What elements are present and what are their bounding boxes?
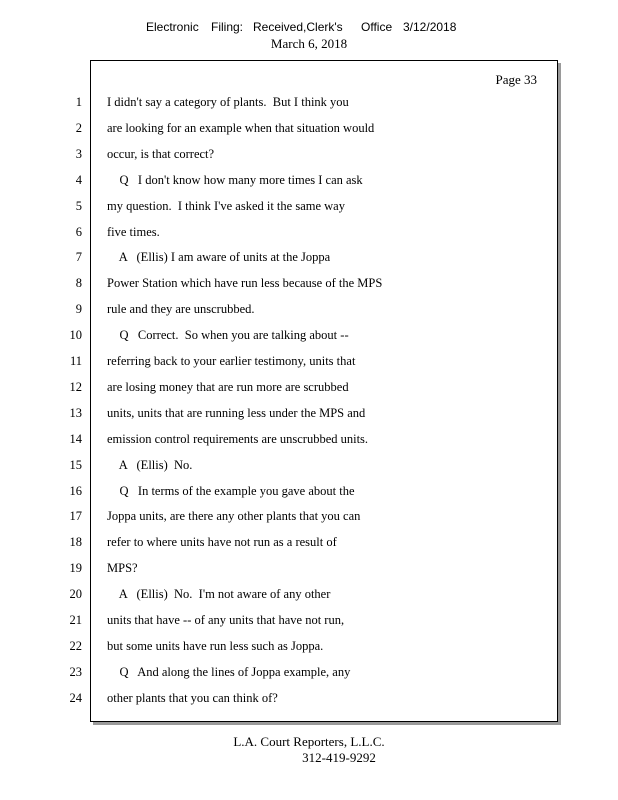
line-number: 6 xyxy=(75,224,82,239)
line-number: 23 xyxy=(69,664,82,679)
line-number: 16 xyxy=(69,483,82,498)
transcript-line: Q Correct. So when you are talking about -- xyxy=(107,328,349,343)
footer-phone: 312-419-9292 xyxy=(302,750,376,765)
transcript-line: rule and they are unscrubbed. xyxy=(107,302,255,317)
transcript-line: referring back to your earlier testimony, units that xyxy=(107,354,356,368)
page-number: Page 33 xyxy=(495,72,537,87)
line-number: 13 xyxy=(69,405,82,420)
filing-stamp-electronic: Electronic xyxy=(146,20,199,34)
transcript-line: A (Ellis) No. xyxy=(107,457,193,472)
transcript-line: but some units have run less such as Joppa. xyxy=(107,638,324,653)
line-number: 5 xyxy=(75,198,82,213)
line-number: 11 xyxy=(69,354,82,368)
line-number: 1 xyxy=(75,95,82,109)
transcript-line: are looking for an example when that situation would xyxy=(107,120,375,135)
line-number: 4 xyxy=(75,172,82,187)
line-number: 20 xyxy=(69,587,82,602)
transcript-line: MPS? xyxy=(107,561,138,576)
transcript-line: Power Station which have run less because of the MPS xyxy=(107,276,383,291)
line-number: 15 xyxy=(69,457,82,472)
line-number: 3 xyxy=(75,146,82,161)
line-number: 2 xyxy=(75,120,82,135)
transcript-line: Q In terms of the example you gave about the xyxy=(107,483,355,498)
line-number: 24 xyxy=(69,690,82,705)
transcript-line: emission control requirements are unscrubbed units. xyxy=(107,431,369,446)
transcript-line: Joppa units, are there any other plants that you can xyxy=(107,509,361,524)
line-number: 9 xyxy=(75,302,82,317)
transcript-line: I didn't say a category of plants. But I think you xyxy=(107,95,349,109)
line-number: 19 xyxy=(69,561,82,576)
transcript-line: refer to where units have not run as a result of xyxy=(107,535,337,550)
transcript-line: occur, is that correct? xyxy=(107,146,215,161)
transcript-line: units that have -- of any units that have not run, xyxy=(107,613,345,627)
transcript-line: Q And along the lines of Joppa example, any xyxy=(107,664,351,679)
line-number: 17 xyxy=(69,509,82,524)
transcript-line: my question. I think I've asked it the same way xyxy=(107,198,345,213)
deposition-date: March 6, 2018 xyxy=(270,36,348,51)
transcript-line: are losing money that are run more are scrubbed xyxy=(107,379,349,394)
line-number: 21 xyxy=(69,613,82,627)
line-number: 7 xyxy=(75,250,82,265)
line-number: 10 xyxy=(69,328,82,343)
transcript-line: A (Ellis) No. I'm not aware of any other xyxy=(107,587,331,602)
filing-stamp-date: 3/12/2018 xyxy=(403,20,457,34)
filing-stamp-office: Office xyxy=(361,20,393,34)
transcript-line: five times. xyxy=(107,224,160,239)
line-number: 14 xyxy=(69,431,82,446)
line-number: 22 xyxy=(69,638,82,653)
line-number: 18 xyxy=(69,535,82,550)
transcript-line: other plants that you can think of? xyxy=(107,690,278,705)
line-number: 8 xyxy=(75,276,82,291)
filing-stamp-filing: Filing: xyxy=(211,20,244,34)
transcript-line: Q I don't know how many more times I can ask xyxy=(107,172,363,187)
transcript-line: units, units that are running less under the MPS and xyxy=(107,405,366,420)
line-number: 12 xyxy=(69,379,82,394)
footer-company: L.A. Court Reporters, L.L.C. xyxy=(233,734,385,749)
filing-stamp-received: Received,Clerk's xyxy=(253,20,343,34)
transcript-line: A (Ellis) I am aware of units at the Joppa xyxy=(107,250,331,265)
